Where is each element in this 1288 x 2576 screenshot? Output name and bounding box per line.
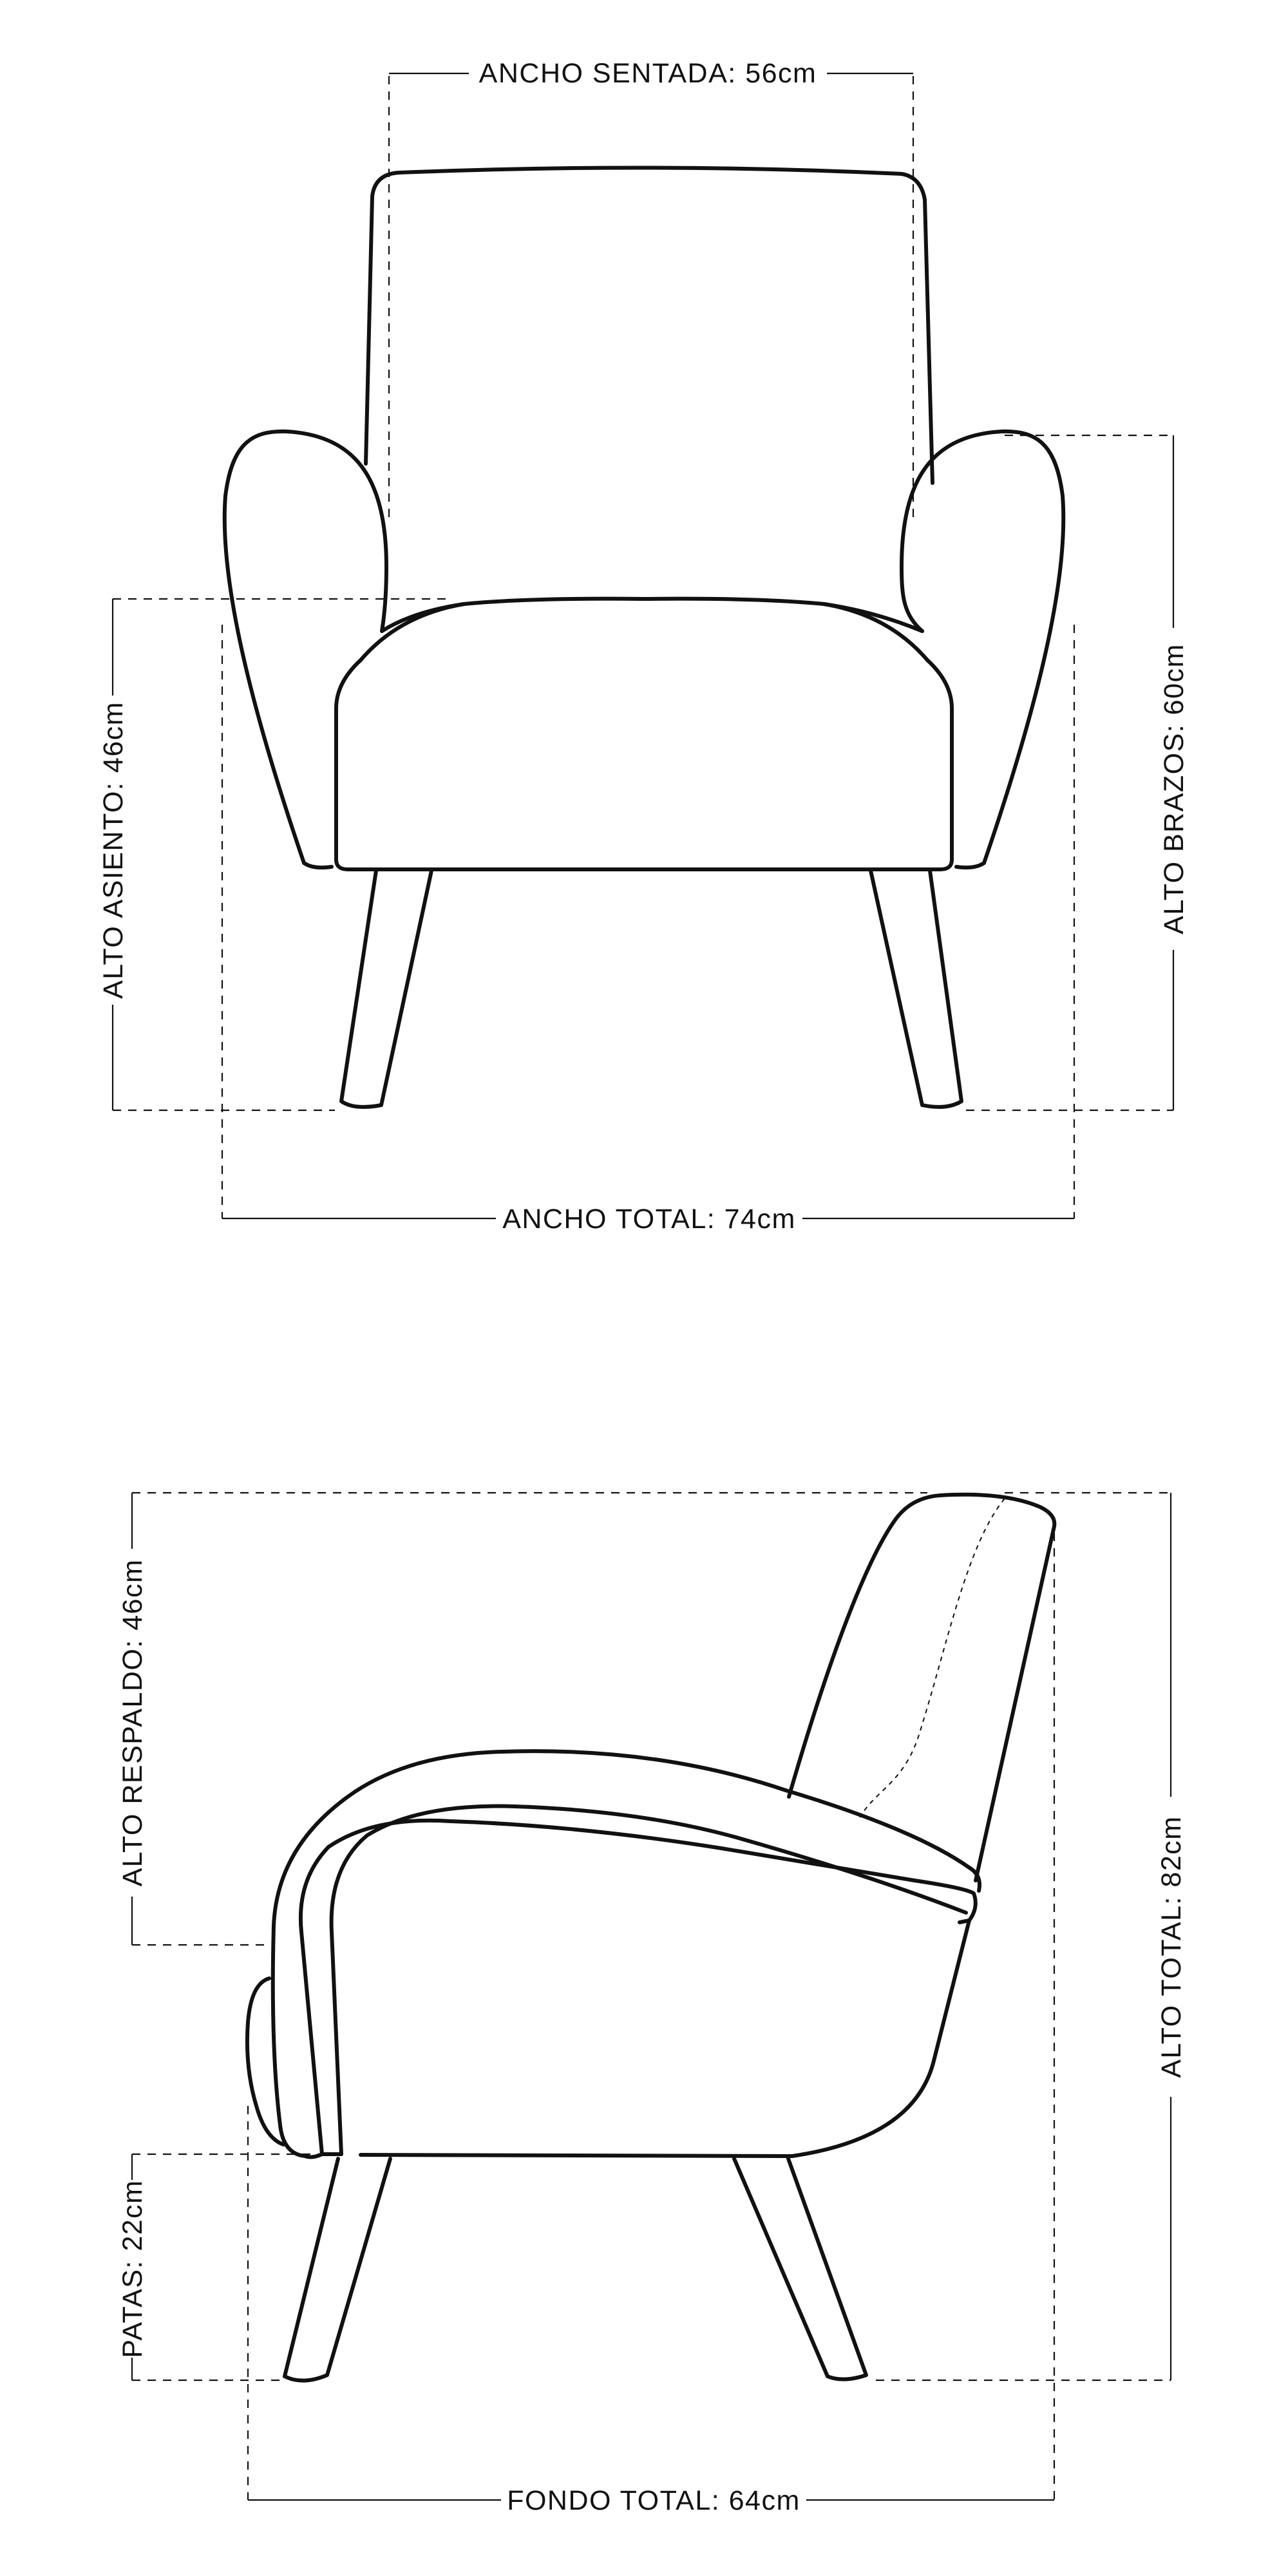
front-right-leg bbox=[871, 871, 961, 1107]
front-chair-drawing bbox=[225, 167, 1064, 1106]
total-width-dimension bbox=[222, 625, 1074, 1238]
side-seat-cushion bbox=[301, 1821, 976, 2154]
side-backrest bbox=[789, 1495, 1054, 1880]
backrest-height-dimension bbox=[111, 1493, 927, 1945]
side-arm-shell bbox=[273, 1751, 980, 2156]
front-backrest bbox=[366, 167, 933, 483]
backrest-height-label: ALTO RESPALDO: 46cm bbox=[117, 1558, 148, 1887]
front-right-arm bbox=[902, 431, 1063, 863]
backrest-seam bbox=[860, 1499, 1005, 1817]
front-seat-cushion bbox=[336, 599, 952, 869]
side-view bbox=[111, 1493, 1191, 2519]
arm-height-dimension bbox=[966, 435, 1194, 1110]
side-back-leg bbox=[285, 2159, 390, 2381]
side-front-leg bbox=[734, 2159, 866, 2380]
front-view bbox=[93, 54, 1194, 1238]
front-left-leg bbox=[341, 871, 431, 1107]
side-arm-rail bbox=[332, 1806, 966, 2154]
side-body bbox=[361, 1920, 969, 2156]
seat-height-label: ALTO ASIENTO: 46cm bbox=[98, 701, 129, 999]
seat-width-label: ANCHO SENTADA: 56cm bbox=[478, 58, 817, 89]
legs-height-label: PATAS: 22cm bbox=[117, 2179, 148, 2358]
total-width-label: ANCHO TOTAL: 74cm bbox=[502, 1204, 796, 1235]
total-depth-dimension bbox=[248, 1533, 1054, 2519]
legs-height-dimension bbox=[111, 2154, 335, 2380]
seat-width-dimension bbox=[389, 54, 913, 523]
total-depth-label: FONDO TOTAL: 64cm bbox=[507, 2485, 800, 2516]
front-left-arm bbox=[225, 431, 386, 863]
total-height-label: ALTO TOTAL: 82cm bbox=[1156, 1815, 1187, 2078]
arm-height-label: ALTO BRAZOS: 60cm bbox=[1159, 643, 1189, 934]
side-chair-drawing bbox=[247, 1495, 1054, 2381]
